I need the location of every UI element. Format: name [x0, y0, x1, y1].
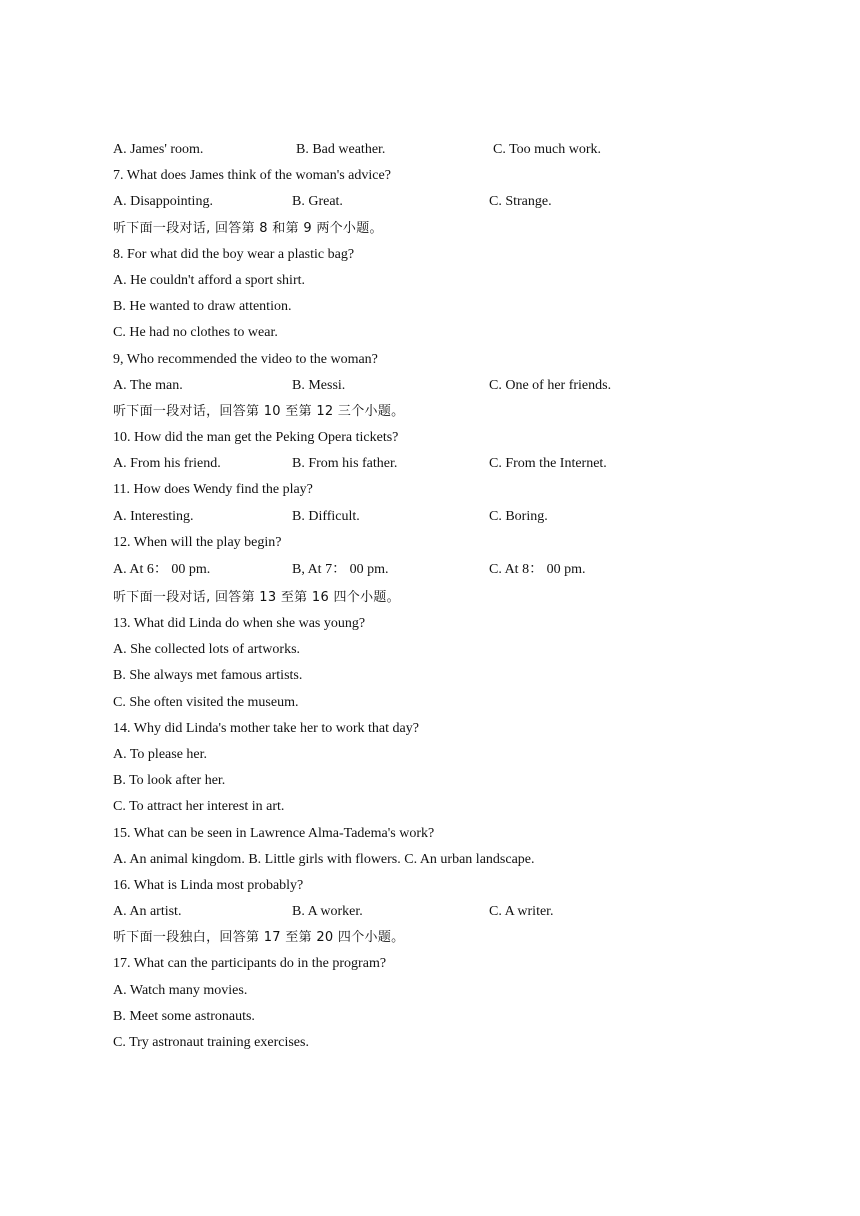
- options-row-10: [113, 451, 753, 477]
- option-c: C. A writer.: [489, 904, 554, 920]
- question-14: 14. Why did Linda's mother take her to work that day?: [113, 720, 419, 736]
- option-8b: B. He wanted to draw attention.: [113, 299, 292, 315]
- options-row-15: A. An animal kingdom. B. Little girls with flowers. C. An urban landscape.: [113, 851, 535, 867]
- option-b: B. A worker.: [292, 904, 363, 920]
- options-row-16: [113, 899, 753, 925]
- option-c: C. One of her friends.: [489, 377, 612, 393]
- option-b: B. Messi.: [292, 377, 346, 393]
- option-a: A. An artist.: [113, 904, 182, 920]
- option-a: A. Interesting.: [113, 508, 194, 524]
- option-8a: A. He couldn't afford a sport shirt.: [113, 272, 306, 288]
- option-b: B, At 7： 00 pm.: [292, 562, 389, 577]
- option-b: B. Great.: [292, 194, 343, 210]
- question-list: [113, 137, 753, 1056]
- question-12: 12. When will the play begin?: [113, 534, 282, 550]
- option-14b: B. To look after her.: [113, 773, 226, 789]
- options-row-11: [113, 504, 753, 530]
- options-row-6: [113, 137, 753, 163]
- option-a: A. From his friend.: [113, 456, 221, 472]
- option-a: A. At 6： 00 pm.: [113, 562, 211, 577]
- option-b: B. Bad weather.: [296, 142, 386, 157]
- option-b: B. From his father.: [292, 456, 398, 472]
- question-15: 15. What can be seen in Lawrence Alma-Tadema's work?: [113, 825, 435, 841]
- option-c: C. At 8： 00 pm.: [489, 562, 586, 577]
- section-instruction-10-12: 听下面一段对话，回答第 10 至第 12 三个小题。: [113, 403, 405, 419]
- section-instruction-17-20: 听下面一段独白，回答第 17 至第 20 四个小题。: [113, 930, 405, 946]
- option-17b: B. Meet some astronauts.: [113, 1008, 255, 1024]
- question-7: 7. What does James think of the woman's advice?: [113, 168, 391, 184]
- option-c: C. Boring.: [489, 508, 548, 524]
- question-17: 17. What can the participants do in the program?: [113, 956, 387, 972]
- option-14c: C. To attract her interest in art.: [113, 799, 285, 815]
- option-c: C. From the Internet.: [489, 456, 607, 472]
- options-row-7: [113, 189, 753, 215]
- option-a: A. The man.: [113, 377, 183, 393]
- question-11: 11. How does Wendy find the play?: [113, 482, 313, 498]
- question-10: 10. How did the man get the Peking Opera tickets?: [113, 430, 399, 446]
- option-13b: B. She always met famous artists.: [113, 668, 303, 684]
- option-c: C. Strange.: [489, 194, 552, 210]
- option-13c: C. She often visited the museum.: [113, 694, 299, 710]
- section-instruction-13-16: 听下面一段对话, 回答第 13 至第 16 四个小题。: [113, 589, 400, 605]
- option-a: A. Disappointing.: [113, 194, 213, 210]
- option-14a: A. To please her.: [113, 746, 208, 762]
- question-9: 9, Who recommended the video to the woman?: [113, 351, 378, 367]
- question-13: 13. What did Linda do when she was young?: [113, 616, 366, 631]
- option-17c: C. Try astronaut training exercises.: [113, 1035, 309, 1050]
- option-8c: C. He had no clothes to wear.: [113, 325, 278, 341]
- option-13a: A. She collected lots of artworks.: [113, 642, 301, 658]
- question-16: 16. What is Linda most probably?: [113, 877, 304, 893]
- option-b: B. Difficult.: [292, 508, 360, 524]
- question-8: 8. For what did the boy wear a plastic bag?: [113, 246, 355, 262]
- options-row-9: [113, 373, 753, 399]
- options-row-12: [113, 556, 753, 584]
- option-17a: A. Watch many movies.: [113, 982, 248, 998]
- option-a: A. James' room.: [113, 142, 204, 157]
- option-c: C. Too much work.: [493, 142, 602, 157]
- section-instruction-8-9: 听下面一段对话, 回答第 8 和第 9 两个小题。: [113, 220, 383, 236]
